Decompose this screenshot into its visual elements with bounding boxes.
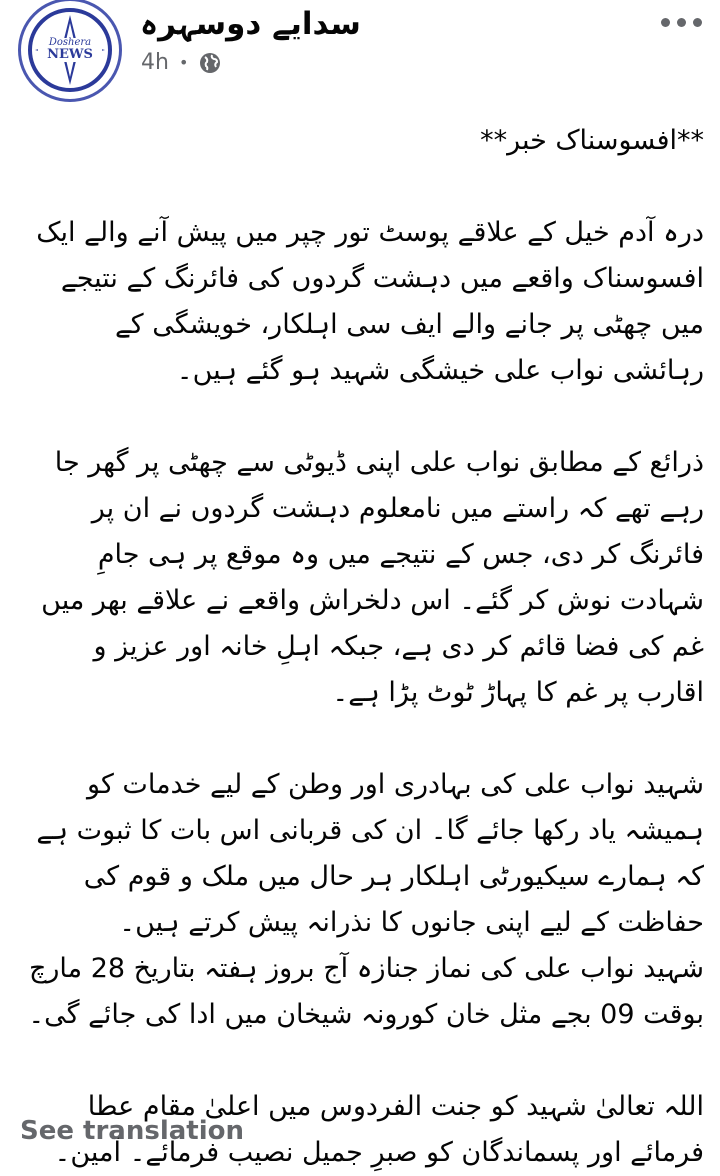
more-dot bbox=[693, 18, 702, 27]
logo-main-text: NEWS bbox=[47, 47, 93, 62]
post-paragraph: شہید نواب علی کی بہادری اور وطن کے لیے خدمات کو ہمیشہ یاد رکھا جائے گا۔ ان کی قربانی اس بات کا ثبوت ہے کہ ہمارے سیکیورٹی اہلکار ہر حال میں ملک و قوم کی حفاظت کے لیے اپنی جانوں کا نذرانہ پیش کرتے ہیں۔ شہید نواب علی کی نماز جنازہ آج بروز ہفتہ بتاریخ 28 مارچ بوقت 09 بجے مثل خان کورونہ شیخان میں ادا کی جائے گی۔ bbox=[28, 769, 704, 1030]
page-name[interactable]: سدایے دوسہرہ bbox=[140, 6, 361, 42]
post-header bbox=[0, 0, 720, 100]
more-options-icon[interactable] bbox=[661, 18, 702, 27]
see-translation-link[interactable]: See translation bbox=[20, 1116, 244, 1146]
post-paragraph: درہ آدم خیل کے علاقے پوسٹ تور چپر میں پیش آنے والے ایک افسوسناک واقعے میں دہشت گردوں کی فائرنگ کے نتیجے میں چھٹی پر جانے والے ایف سی اہلکار، خویشگی کے رہائشی نواب علی خیشگی شہید ہو گئے ہیں۔ bbox=[36, 217, 704, 386]
more-dot bbox=[677, 18, 686, 27]
post-paragraph: ذرائع کے مطابق نواب علی اپنی ڈیوٹی سے چھٹی پر گھر جا رہے تھے کہ راستے میں نامعلوم دہشت گردوں نے ان پر فائرنگ کر دی، جس کے نتیجے میں وہ موقع پر ہی جامِ شہادت نوش کر گئے۔ اس دلخراش واقعے نے علاقے بھر میں غم کی فضا قائم کر دی ہے، جبکہ اہلِ خانہ اور عزیز و اقارب پر غم کا پہاڑ ٹوٹ پڑا ہے۔ bbox=[41, 447, 704, 708]
doshera-news-logo bbox=[21, 1, 119, 99]
globe-icon bbox=[198, 51, 222, 75]
post-time[interactable]: 4h bbox=[141, 50, 169, 75]
post-paragraph: اللہ تعالیٰ شہید کو جنت الفردوس میں اعلیٰ مقام عطا فرمائے اور پسماندگان کو صبرِ جمیل نصیب فرمائے۔ آمین۔ bbox=[54, 1091, 704, 1168]
separator-dot: • bbox=[178, 53, 189, 72]
page-avatar[interactable] bbox=[18, 0, 122, 102]
post-body bbox=[20, 118, 704, 1176]
logo-small-text: Doshera bbox=[48, 37, 92, 48]
post-title: **افسوسناک خبر** bbox=[480, 125, 704, 156]
post-meta bbox=[141, 50, 222, 75]
more-dot bbox=[661, 18, 670, 27]
